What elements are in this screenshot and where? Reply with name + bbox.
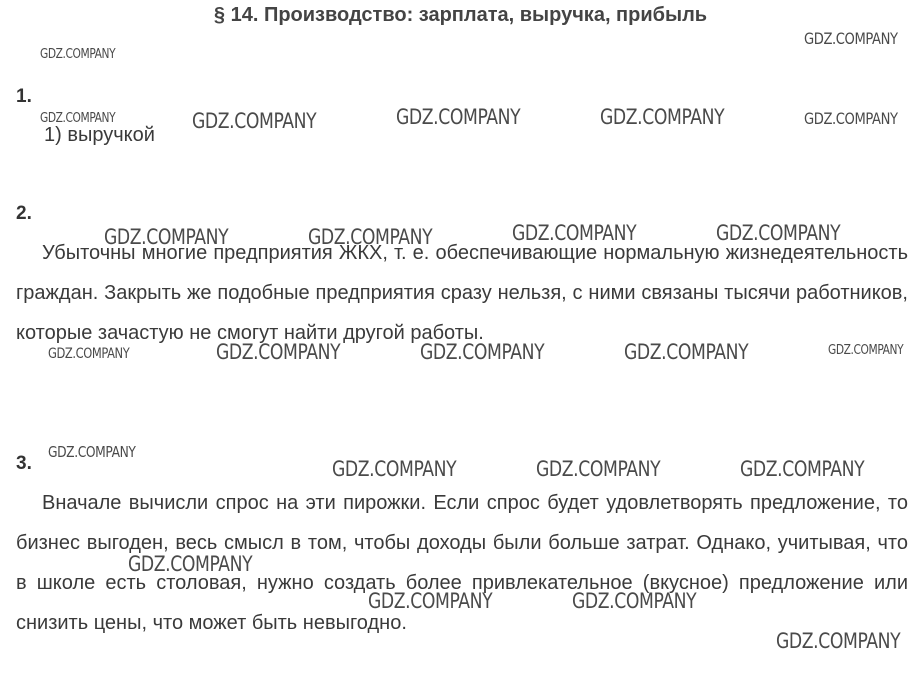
watermark: GDZ.COMPANY	[332, 457, 457, 481]
watermark: GDZ.COMPANY	[536, 457, 661, 481]
watermark: GDZ.COMPANY	[776, 629, 901, 653]
task-answer-2: Убыточны многие предприятия ЖКХ, т. е. обеспечивающие нормальную жизнедеятельность граждан. Закрыть же подобные предприятия сразу нельзя, с ними связаны тысячи работников, которые зачастую не смогут найти другой работы.	[16, 242, 908, 344]
task-number-1: 1.	[16, 86, 32, 107]
page-title: § 14. Производство: зарплата, выручка, прибыль	[213, 4, 708, 26]
watermark: GDZ.COMPANY	[804, 29, 898, 48]
task-answer-3: Вначале вычисли спрос на эти пирожки. Если спрос будет удовлетворять предложение, то бизнес выгоден, весь смысл в том, чтобы доходы были больше затрат. Однако, учитывая, что в школе есть столовая, нужно создать более привлекательное (вкусное) предложение или снизить цены, что может быть невыгодно.	[16, 492, 908, 634]
watermark: GDZ.COMPANY	[216, 340, 341, 364]
task-answer-1: 1) выручкой	[44, 124, 155, 146]
task-number-3: 3.	[16, 453, 32, 474]
watermark: GDZ.COMPANY	[308, 225, 433, 249]
watermark: GDZ.COMPANY	[48, 443, 136, 461]
watermark: GDZ.COMPANY	[128, 552, 253, 576]
watermark: GDZ.COMPANY	[512, 221, 637, 245]
watermark: GDZ.COMPANY	[368, 589, 493, 613]
watermark: GDZ.COMPANY	[396, 105, 521, 129]
watermark: GDZ.COMPANY	[420, 340, 545, 364]
watermark: GDZ.COMPANY	[716, 221, 841, 245]
watermark: GDZ.COMPANY	[104, 225, 229, 249]
watermark: GDZ.COMPANY	[624, 340, 749, 364]
watermark: GDZ.COMPANY	[48, 346, 130, 362]
watermark: GDZ.COMPANY	[740, 457, 865, 481]
watermark: GDZ.COMPANY	[40, 47, 116, 62]
watermark: GDZ.COMPANY	[804, 109, 898, 128]
watermark: GDZ.COMPANY	[828, 343, 904, 358]
watermark: GDZ.COMPANY	[572, 589, 697, 613]
watermark: GDZ.COMPANY	[192, 109, 317, 133]
watermark: GDZ.COMPANY	[600, 105, 725, 129]
task-number-2: 2.	[16, 203, 32, 224]
watermark: GDZ.COMPANY	[40, 111, 116, 126]
